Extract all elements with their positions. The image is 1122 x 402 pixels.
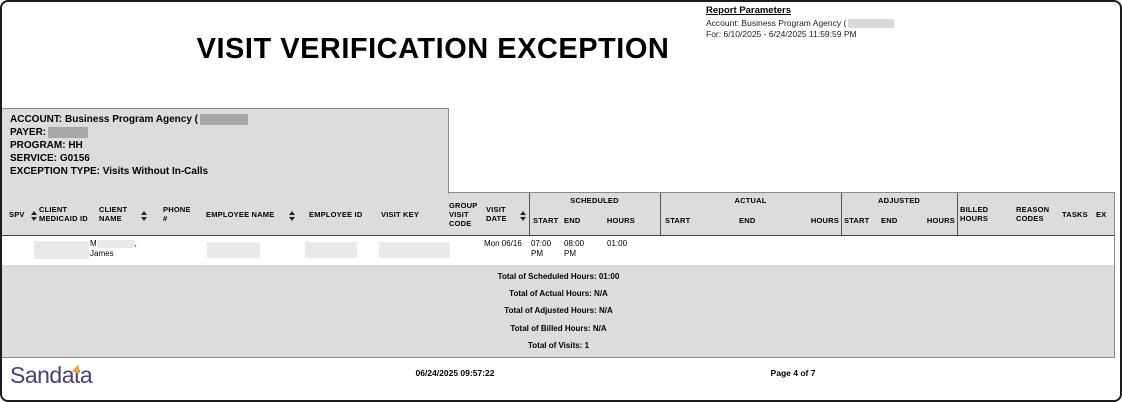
- divider-adjusted: [841, 193, 842, 235]
- exception-type-line: EXCEPTION TYPE: Visits Without In-Calls: [10, 166, 209, 177]
- sort-asc-icon: [31, 211, 37, 215]
- col-header-actual-hours: HOURS: [810, 216, 839, 225]
- report-timestamp: 06/24/2025 09:57:22: [415, 368, 495, 378]
- col-header-client-medicaid-id: CLIENT MEDICAID ID: [39, 205, 88, 223]
- table-header-bottom-border: [2, 235, 1115, 236]
- col-header-client-name: CLIENT NAME: [99, 205, 128, 223]
- report-parameters-account: Account: Business Program Agency (: [706, 18, 1106, 29]
- col-header-spv: SPV: [9, 209, 25, 219]
- col-header-phone: PHONE #: [163, 205, 191, 223]
- sort-icon[interactable]: [289, 211, 295, 221]
- col-header-adjusted-start: START: [844, 216, 870, 225]
- cell-scheduled-hours: 01:00: [607, 239, 628, 248]
- sort-desc-icon: [520, 217, 526, 221]
- redacted-visit-key: [379, 242, 450, 258]
- col-header-scheduled-end: END: [564, 216, 581, 225]
- cell-scheduled-end: 08:00 PM: [564, 239, 585, 258]
- redacted-employee-name: [207, 242, 260, 258]
- account-info-box: [2, 108, 449, 194]
- redacted-account-id: [848, 19, 894, 28]
- sort-icon[interactable]: [520, 211, 526, 221]
- redacted-account-id: [200, 114, 248, 125]
- col-header-actual-start: START: [665, 216, 691, 225]
- col-header-employee-id: EMPLOYEE ID: [309, 209, 363, 219]
- total-actual-hours: Total of Actual Hours: N/A: [509, 289, 608, 299]
- total-adjusted-hours: Total of Adjusted Hours: N/A: [504, 306, 613, 316]
- col-header-visit-key: VISIT KEY: [381, 209, 420, 219]
- col-header-group-visit-code: GROUP VISIT CODE: [449, 200, 478, 228]
- service-line: SERVICE: G0156: [10, 153, 90, 164]
- page-number: Page 4 of 7: [770, 368, 816, 378]
- col-header-scheduled-hours: HOURS: [606, 216, 635, 225]
- group-header-actual: ACTUAL: [734, 196, 767, 205]
- col-header-tasks: TASKS: [1062, 209, 1088, 219]
- col-header-employee-name: EMPLOYEE NAME: [206, 209, 275, 219]
- group-header-scheduled: SCHEDULED: [570, 196, 619, 205]
- divider-scheduled: [529, 193, 530, 235]
- program-line: PROGRAM: HH: [10, 140, 83, 151]
- total-scheduled-hours: Total of Scheduled Hours: 01:00: [497, 272, 620, 282]
- payer-line: PAYER:: [10, 126, 440, 139]
- report-parameters: [706, 5, 1106, 39]
- col-header-actual-end: END: [739, 216, 756, 225]
- col-header-ex: EX: [1096, 209, 1107, 219]
- col-header-adjusted-end: END: [881, 216, 898, 225]
- sort-asc-icon: [289, 211, 295, 215]
- report-parameters-title: Report Parameters: [706, 5, 792, 16]
- account-line: ACCOUNT: Business Program Agency (: [10, 113, 440, 126]
- sort-desc-icon: [289, 217, 295, 221]
- cell-scheduled-start: 07:00 PM: [531, 239, 552, 258]
- col-header-visit-date: VISIT DATE: [486, 205, 507, 223]
- cell-visit-date: Mon 06/16: [484, 239, 522, 248]
- redacted-client-lastname: [97, 240, 135, 248]
- report-parameters-daterange: For: 6/10/2025 - 6/24/2025 11:59:59 PM: [706, 28, 857, 39]
- col-header-billed-hours: BILLED HOURS: [960, 205, 989, 223]
- sort-desc-icon: [141, 217, 147, 221]
- table-right-border: [1114, 193, 1115, 358]
- sort-asc-icon: [141, 211, 147, 215]
- divider-actual: [660, 193, 661, 235]
- redacted-payer: [48, 127, 88, 138]
- sandata-logo: Sandata: [10, 362, 93, 388]
- sort-icon[interactable]: [141, 211, 147, 221]
- divider-billed: [957, 193, 958, 235]
- sort-asc-icon: [520, 211, 526, 215]
- redacted-employee-id: [305, 242, 357, 258]
- col-header-scheduled-start: START: [533, 216, 559, 225]
- sort-icon[interactable]: [31, 211, 37, 221]
- redacted-client-medicaid-id: [34, 241, 89, 259]
- group-header-adjusted: ADJUSTED: [877, 196, 921, 205]
- total-billed-hours: Total of Billed Hours: N/A: [510, 323, 607, 333]
- totals-section: [2, 265, 1115, 358]
- cell-client-name: [90, 239, 137, 259]
- client-name-line1: M ,: [90, 239, 137, 248]
- page-title: VISIT VERIFICATION EXCEPTION: [196, 33, 670, 65]
- client-name-line2: James: [90, 249, 114, 258]
- col-header-reason-codes: REASON CODES: [1016, 205, 1050, 223]
- col-header-adjusted-hours: HOURS: [926, 216, 955, 225]
- sort-desc-icon: [31, 217, 37, 221]
- total-visits: Total of Visits: 1: [527, 340, 590, 350]
